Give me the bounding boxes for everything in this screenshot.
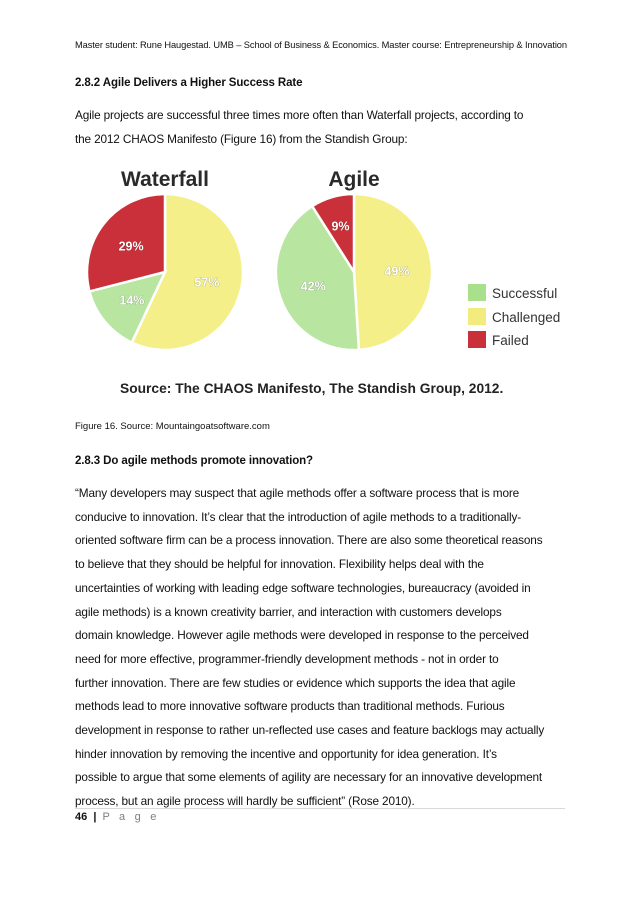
text-line: uncertainties of working with leading edge software technologies, bureaucracy (avoided in: [75, 580, 531, 595]
text-line: process, but an agile process will hardly be sufficient” (Rose 2010).: [75, 794, 415, 809]
waterfall-slice-label-failed: 29%: [118, 239, 144, 254]
legend-label-failed: Failed: [492, 333, 529, 348]
section-heading-2-8-2: 2.8.2 Agile Delivers a Higher Success Rate: [75, 77, 303, 89]
legend-swatch-challenged: [468, 308, 486, 325]
text-line: further innovation. There are few studies or evidence which supports the idea that agile: [75, 675, 516, 690]
footer-separator: |: [93, 811, 97, 823]
chaos-pie-figure: [75, 160, 561, 405]
text-line: development in response to rather un-reflected use cases and feature backlogs may actually: [75, 723, 545, 738]
figure-legend: [468, 284, 560, 348]
text-line: “Many developers may suspect that agile methods offer a software process that is more: [75, 486, 520, 500]
text-line: Agile projects are successful three times more often than Waterfall projects, according to: [75, 108, 524, 122]
text-line: hinder innovation by removing the incentive and opportunity for idea generation. It’s: [75, 746, 497, 761]
section-heading-2-8-3: 2.8.3 Do agile methods promote innovation?: [75, 455, 313, 467]
text-line: the 2012 CHAOS Manifesto (Figure 16) from the Standish Group:: [75, 131, 408, 146]
text-line: to believe that they should be helpful for innovation. Flexibility helps deal with the: [75, 557, 484, 572]
footer-divider: [75, 808, 565, 809]
paragraph-quote: [75, 482, 570, 814]
text-line: conducive to innovation. It’s clear that the introduction of agile methods to a traditionally-: [75, 509, 522, 524]
figure-caption: Figure 16. Source: Mountaingoatsoftware.com: [75, 421, 270, 432]
legend-swatch-failed: [468, 331, 486, 348]
text-line: agile methods) is a known creativity barrier, and interaction with customers develops: [75, 604, 502, 619]
text-line: oriented software firm can be a process innovation. There are also some theoretical reasons: [75, 533, 543, 548]
text-line: methods lead to more innovative software products than traditional methods. Furious: [75, 699, 505, 714]
text-line: possible to argue that some elements of agility are necessary for an innovative development: [75, 770, 543, 785]
page-footer: [75, 811, 160, 823]
waterfall-pie-title: Waterfall: [121, 168, 209, 191]
text-line: need for more effective, programmer-friendly development methods - not in order to: [75, 651, 499, 666]
waterfall-slice-label-challenged: 57%: [194, 275, 220, 290]
legend-swatch-successful: [468, 284, 486, 301]
page-header: Master student: Rune Haugestad. UMB – School of Business & Economics. Master course: Entrepreneurship & Innovation: [75, 40, 567, 50]
agile-slice-label-challenged: 49%: [384, 264, 410, 279]
page-number: 46: [75, 811, 88, 823]
page-label: P a g e: [102, 811, 160, 823]
agile-pie-title: Agile: [328, 168, 380, 191]
paragraph-intro: [75, 104, 570, 151]
text-line: domain knowledge. However agile methods were developed in response to the perceived: [75, 628, 529, 643]
waterfall-slice-label-successful: 14%: [119, 293, 145, 308]
agile-slice-label-failed: 9%: [331, 219, 350, 234]
agile-slice-label-successful: 42%: [300, 279, 326, 294]
legend-label-challenged: Challenged: [492, 310, 561, 325]
legend-label-successful: Successful: [492, 286, 558, 301]
figure-source-line: Source: The CHAOS Manifesto, The Standish Group, 2012.: [120, 381, 504, 396]
